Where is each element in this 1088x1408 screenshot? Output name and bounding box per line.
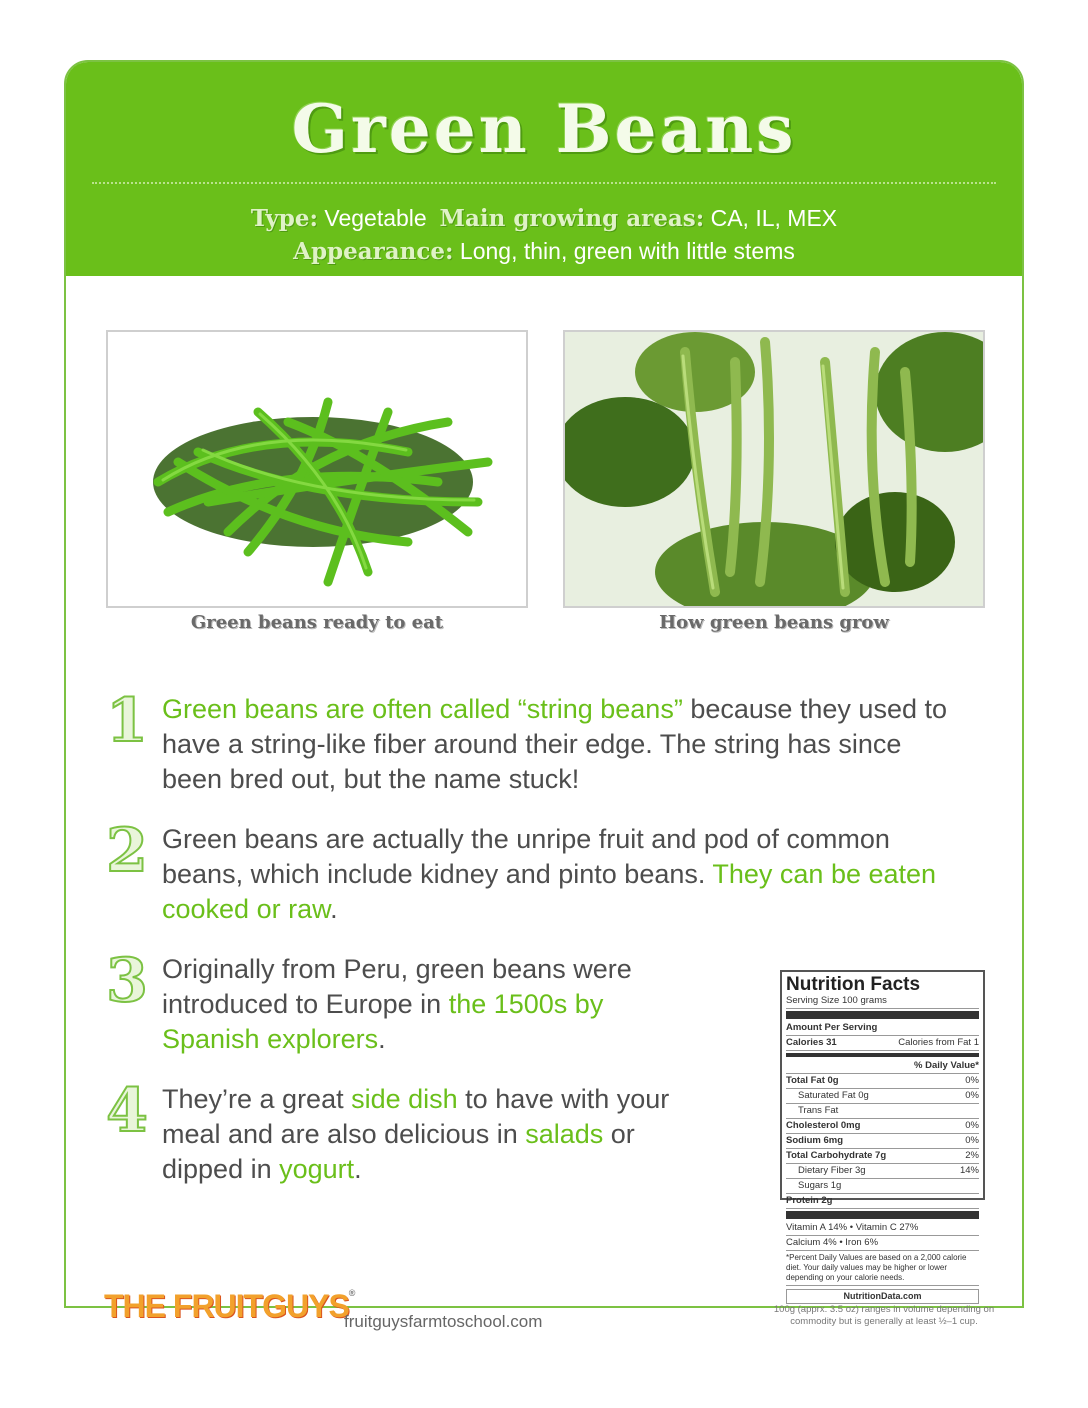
nutrient-row: Total Fat 0g 0%	[786, 1074, 979, 1089]
nutrient-row: Total Carbohydrate 7g 2%	[786, 1149, 979, 1164]
calories-row: Calories 31 Calories from Fat 1	[786, 1036, 979, 1051]
fact-text-segment: to have with your meal and are also delicious in	[162, 1084, 670, 1149]
photo-caption-ready-to-eat: Green beans ready to eat	[190, 612, 444, 633]
fact-number: 1	[106, 686, 148, 756]
fact-text-segment: Green beans are actually the unripe fruit and pod of common beans, which include kidney and pinto beans.	[162, 824, 890, 889]
fact-number: 4	[106, 1076, 148, 1146]
thick-rule	[786, 1211, 979, 1219]
nutrition-facts-label	[780, 970, 985, 1301]
produce-meta	[66, 202, 1022, 268]
nutrient-row: Sugars 1g	[786, 1179, 979, 1194]
serving-size: Serving Size 100 grams	[786, 994, 979, 1009]
nutrient-rows	[786, 1074, 979, 1209]
thin-rule	[786, 1053, 979, 1057]
website-url[interactable]: fruitguysfarmtoschool.com	[344, 1312, 543, 1331]
fact-text-segment: Originally from Peru, green beans were introduced to Europe in	[162, 954, 632, 1019]
dotted-divider	[92, 182, 996, 184]
fact-number: 2	[106, 816, 148, 886]
serving-note: 100g (apprx. 3.5 oz) ranges in volume depending on commodity but is generally at least ½–1 cup.	[773, 1304, 995, 1327]
amount-per-serving: Amount Per Serving	[786, 1021, 979, 1036]
green-beans-pile-photo	[106, 330, 528, 608]
fact-sheet-card	[64, 60, 1024, 1331]
highlighted-text: They can be eaten cooked or raw	[162, 859, 937, 924]
nutrient-row: Trans Fat	[786, 1104, 979, 1119]
thick-rule	[786, 1011, 979, 1019]
mineral-row: Calcium 4% • Iron 6%	[786, 1236, 979, 1251]
fact-text	[162, 1082, 722, 1187]
fact-text-segment: because they used to have a string-like fiber around their edge. The string has since been bred out, but the name stuck!	[162, 694, 947, 794]
highlighted-text: Green beans are often called “string beans”	[162, 694, 683, 724]
nutrition-source: NutritionData.com	[786, 1289, 979, 1304]
nutrient-row: Sodium 6mg 0%	[786, 1134, 979, 1149]
green-beans-plant-photo	[563, 330, 985, 608]
fruitguys-logo: THE FRUITGUYS®	[104, 1288, 355, 1324]
nutrient-row: Protein 2g	[786, 1194, 979, 1209]
header-banner	[66, 62, 1022, 276]
nutrition-footnote: *Percent Daily Values are based on a 2,000 calorie diet. Your daily values may be higher or lower depending on your calorie needs.	[786, 1251, 979, 1286]
nutrient-row: Cholesterol 0mg 0%	[786, 1119, 979, 1134]
page-title: Green Beans	[291, 90, 797, 168]
nutrition-title: Nutrition Facts	[786, 974, 921, 995]
highlighted-text: the 1500s by Spanish explorers	[162, 989, 604, 1054]
fact-text-segment: .	[330, 894, 338, 924]
areas-value: CA, IL, MEX	[710, 205, 838, 231]
fact-text	[162, 692, 962, 797]
photo-caption-how-grow: How green beans grow	[659, 612, 889, 633]
highlighted-text: side dish	[351, 1084, 458, 1114]
fact-number: 3	[106, 946, 148, 1016]
appearance-label: Appearance:	[293, 238, 454, 265]
fact-text-segment: They’re a great	[162, 1084, 352, 1114]
fact-text	[162, 822, 962, 927]
appearance-value: Long, thin, green with little stems	[459, 238, 795, 264]
areas-label: Main growing areas:	[439, 205, 705, 232]
highlighted-text: salads	[525, 1119, 604, 1149]
nutrient-row: Dietary Fiber 3g 14%	[786, 1164, 979, 1179]
fact-text-segment: .	[354, 1154, 362, 1184]
fact-text-segment: .	[378, 1024, 386, 1054]
nutrient-row: Saturated Fat 0g 0%	[786, 1089, 979, 1104]
vitamin-row: Vitamin A 14% • Vitamin C 27%	[786, 1221, 979, 1236]
type-value: Vegetable	[324, 205, 427, 231]
type-label: Type:	[250, 205, 318, 232]
daily-value-header: % Daily Value*	[786, 1059, 979, 1074]
fact-text-segment: or dipped in	[162, 1119, 635, 1184]
fact-text	[162, 952, 702, 1057]
highlighted-text: yogurt	[279, 1154, 355, 1184]
